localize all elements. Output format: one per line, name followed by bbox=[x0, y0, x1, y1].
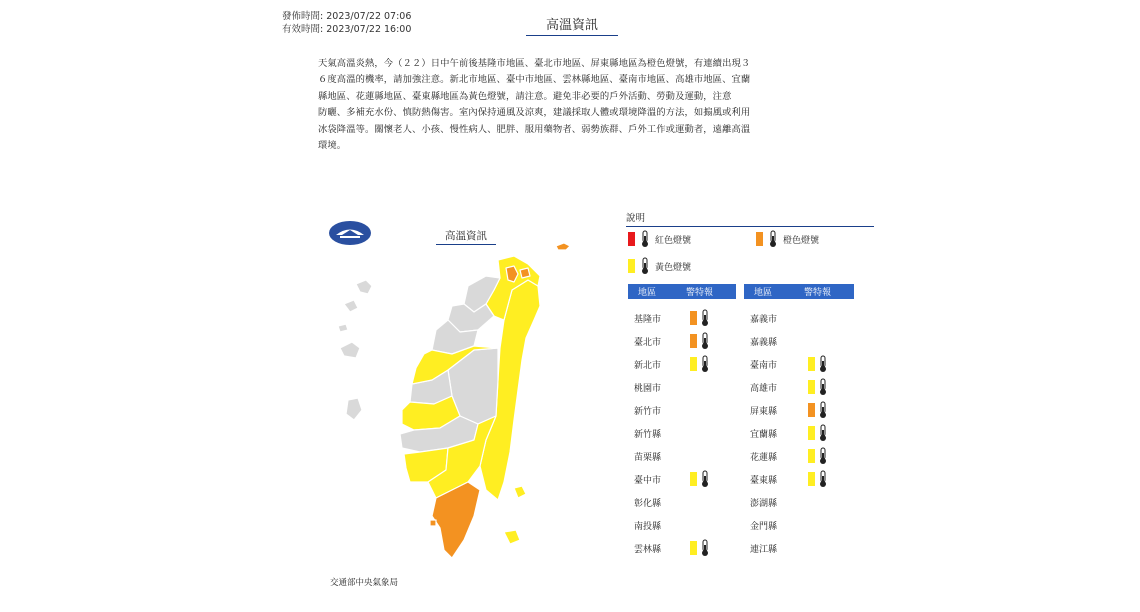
thermometer-icon bbox=[640, 230, 650, 248]
thermometer-icon bbox=[818, 401, 828, 419]
table-row bbox=[750, 331, 860, 351]
map-region-orchid-island bbox=[504, 530, 520, 544]
map-title: 高溫資訊 bbox=[436, 228, 496, 245]
table-row bbox=[750, 354, 860, 374]
table-row bbox=[634, 377, 744, 397]
alert-swatch bbox=[808, 380, 815, 394]
thermometer-icon bbox=[818, 355, 828, 373]
map-region-penghu-4 bbox=[346, 398, 362, 420]
map-region-penghu-1 bbox=[356, 280, 372, 294]
issue-time-value: 2023/07/22 07:06 bbox=[326, 11, 412, 22]
description-line: 環境。 bbox=[318, 140, 347, 152]
table-row bbox=[634, 538, 744, 558]
region-name: 臺東縣 bbox=[750, 475, 778, 486]
red-swatch bbox=[628, 232, 635, 246]
region-name: 花蓮縣 bbox=[750, 452, 778, 463]
table-row bbox=[634, 400, 744, 420]
taiwan-map-panel bbox=[328, 220, 588, 600]
description-line: ６度高溫的機率，請加強注意。新北市地區、臺中市地區、雲林縣地區、臺南市地區、高雄市地區、宜蘭 bbox=[318, 74, 751, 86]
table-row bbox=[750, 308, 860, 328]
table-row bbox=[750, 377, 860, 397]
table-row bbox=[634, 492, 744, 512]
thermometer-icon bbox=[818, 447, 828, 465]
map-region-lienchiang bbox=[556, 243, 570, 250]
region-name: 高雄市 bbox=[750, 383, 778, 394]
alert-swatch bbox=[808, 357, 815, 371]
description bbox=[318, 56, 826, 154]
table-header-right bbox=[744, 284, 854, 299]
region-name: 新北市 bbox=[634, 360, 662, 371]
alert-swatch bbox=[690, 357, 697, 371]
map-region-liuqiu bbox=[430, 520, 436, 526]
valid-time-row bbox=[282, 23, 411, 36]
valid-time-label: 有效時間: bbox=[282, 24, 324, 35]
legend-title: 說明 bbox=[626, 210, 874, 227]
alert-swatch bbox=[690, 311, 697, 325]
region-name: 苗栗縣 bbox=[634, 452, 662, 463]
thermometer-icon bbox=[640, 257, 650, 275]
table-row bbox=[750, 423, 860, 443]
thermometer-icon bbox=[700, 355, 710, 373]
region-name: 臺南市 bbox=[750, 360, 778, 371]
table-row bbox=[750, 515, 860, 535]
issue-time-label: 發佈時間: bbox=[282, 11, 324, 22]
region-name: 臺北市 bbox=[634, 337, 662, 348]
region-name: 彰化縣 bbox=[634, 498, 662, 509]
region-name: 屏東縣 bbox=[750, 406, 778, 417]
page-title: 高溫資訊 bbox=[526, 14, 618, 36]
region-name: 雲林縣 bbox=[634, 544, 662, 555]
region-name: 基隆市 bbox=[634, 314, 662, 325]
region-name: 桃園市 bbox=[634, 383, 662, 394]
alert-swatch bbox=[808, 426, 815, 440]
legend-red-label: 紅色燈號 bbox=[655, 235, 692, 246]
region-name: 新竹縣 bbox=[634, 429, 662, 440]
map-region-kinmen bbox=[338, 324, 348, 332]
table-row bbox=[750, 400, 860, 420]
issue-meta bbox=[282, 10, 411, 36]
table-row bbox=[750, 446, 860, 466]
region-name: 嘉義市 bbox=[750, 314, 778, 325]
legend-yellow-label: 黃色燈號 bbox=[655, 262, 692, 273]
description-line: 天氣高溫炎熱，今（２２）日中午前後基隆市地區、臺北市地區、屏東縣地區為橙色燈號，有連續出現３ bbox=[318, 58, 751, 69]
alert-swatch bbox=[690, 472, 697, 486]
alert-swatch bbox=[808, 449, 815, 463]
legend-yellow bbox=[628, 257, 691, 275]
table-row bbox=[634, 354, 744, 374]
table-row bbox=[634, 308, 744, 328]
table-row bbox=[634, 446, 744, 466]
yellow-swatch bbox=[628, 259, 635, 273]
legend-orange bbox=[756, 230, 819, 248]
thermometer-icon bbox=[768, 230, 778, 248]
legend-panel bbox=[626, 210, 874, 227]
region-name: 金門縣 bbox=[750, 521, 778, 532]
col-alert: 警特報 bbox=[804, 288, 832, 298]
thermometer-icon bbox=[700, 539, 710, 557]
region-name: 宜蘭縣 bbox=[750, 429, 778, 440]
table-row bbox=[750, 538, 860, 558]
alert-swatch bbox=[690, 334, 697, 348]
map-region-keelung bbox=[520, 268, 530, 278]
alert-swatch bbox=[690, 541, 697, 555]
agency-name: 交通部中央氣象局 bbox=[329, 578, 398, 588]
region-name: 南投縣 bbox=[634, 521, 662, 532]
table-row bbox=[750, 492, 860, 512]
alert-swatch bbox=[808, 472, 815, 486]
orange-swatch bbox=[756, 232, 763, 246]
thermometer-icon bbox=[700, 309, 710, 327]
table-row bbox=[634, 331, 744, 351]
region-name: 連江縣 bbox=[750, 544, 778, 555]
col-region: 地區 bbox=[754, 288, 773, 298]
region-name: 澎湖縣 bbox=[750, 498, 778, 509]
table-row bbox=[634, 423, 744, 443]
legend-orange-label: 橙色燈號 bbox=[783, 235, 820, 246]
description-line: 縣地區、花蓮縣地區、臺東縣地區為黃色燈號，請注意。避免非必要的戶外活動、勞動及運動，注意 bbox=[318, 90, 732, 102]
map-region-penghu-2 bbox=[344, 300, 358, 312]
issue-time-row bbox=[282, 10, 411, 23]
col-alert: 警特報 bbox=[686, 288, 714, 298]
region-name: 新竹市 bbox=[634, 406, 662, 417]
thermometer-icon bbox=[700, 470, 710, 488]
table-header-left bbox=[628, 284, 736, 299]
description-line: 防曬、多補充水份、慎防熱傷害。室內保持通風及涼爽，建議採取人體或環境降溫的方法，如搧風或利用 bbox=[318, 107, 751, 119]
thermometer-icon bbox=[818, 424, 828, 442]
description-line: 冰袋降溫等。關懷老人、小孩、慢性病人、肥胖、服用藥物者、弱勢族群、戶外工作或運動者，遠離高溫 bbox=[318, 123, 751, 135]
taiwan-map bbox=[328, 220, 588, 600]
thermometer-icon bbox=[700, 332, 710, 350]
table-row bbox=[634, 469, 744, 489]
map-region-green-island bbox=[514, 486, 526, 498]
map-region-penghu-3 bbox=[340, 342, 360, 358]
thermometer-icon bbox=[818, 378, 828, 396]
cwa-logo-icon bbox=[328, 220, 372, 246]
table-row bbox=[750, 469, 860, 489]
table-row bbox=[634, 515, 744, 535]
col-region: 地區 bbox=[638, 288, 657, 298]
thermometer-icon bbox=[818, 470, 828, 488]
region-name: 嘉義縣 bbox=[750, 337, 778, 348]
region-name: 臺中市 bbox=[634, 475, 662, 486]
valid-time-value: 2023/07/22 16:00 bbox=[326, 24, 412, 35]
legend-red bbox=[628, 230, 691, 248]
alert-swatch bbox=[808, 403, 815, 417]
